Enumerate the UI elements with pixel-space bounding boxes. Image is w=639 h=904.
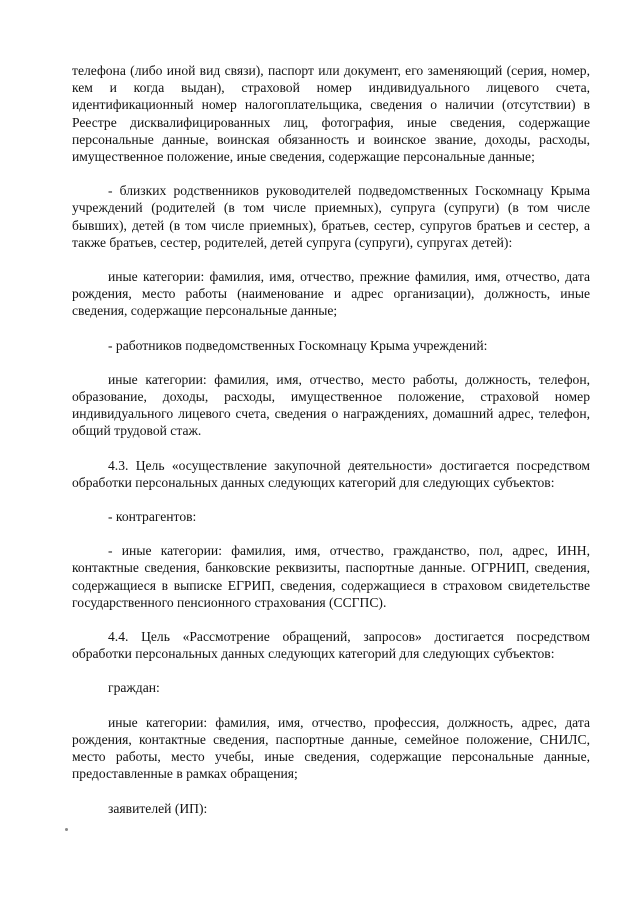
paragraph-citizens-categories: иные категории: фамилия, имя, отчество, профессия, должность, адрес, дата рождения, контактные сведения, паспортные данные, семейное положение, СНИЛС, место работы, место учебы, иные сведения, содержащие персональные данные, предоставленные в рамках обращения; xyxy=(72,714,590,782)
paragraph-employees-header: - работников подведомственных Госкомнацу Крыма учреждений: xyxy=(108,337,488,353)
paragraph-section-4-4: 4.4. Цель «Рассмотрение обращений, запросов» достигается посредством обработки персональных данных следующих категорий для следующих субъектов: xyxy=(72,629,590,662)
scan-speck xyxy=(65,828,68,831)
document-page xyxy=(72,62,590,834)
paragraph-contractors-categories: - иные категории: фамилия, имя, отчество, гражданство, пол, адрес, ИНН, контактные сведения, банковские реквизиты, паспортные данные. ОГРНИП, сведения, содержащиеся в выписке ЕГРИП, сведения, содержащиеся в страховом свидетельстве государственного пенсионного страхования (ССГПС). xyxy=(72,543,590,610)
paragraph-close-relatives: - близких родственников руководителей подведомственных Госкомнацу Крыма учреждений (родителей (в том числе приемных), супруга (супруги) (в том числе бывших), детей (в том числе приемных), братьев, сестер, супругов братьев и сестер, а также братьев, сестер, родителей, детей супруга (супруги), супругах детей): xyxy=(72,183,590,250)
paragraph-contractors-header: - контрагентов: xyxy=(108,509,197,525)
paragraph-applicants-header: заявителей (ИП): xyxy=(108,800,208,816)
paragraph-relatives-categories: иные категории: фамилия, имя, отчество, прежние фамилия, имя, отчество, дата рождения, место работы (наименование и адрес организации), должность, иные сведения, содержащие персональные данные; xyxy=(72,269,590,319)
paragraph-citizens-header: граждан: xyxy=(108,680,160,696)
paragraph-section-4-3: 4.3. Цель «осуществление закупочной деятельности» достигается посредством обработки персональных данных следующих категорий для следующих субъектов: xyxy=(72,457,590,490)
paragraph-personal-data-list: телефона (либо иной вид связи), паспорт или документ, его заменяющий (серия, номер, кем и когда выдан), страховой номер индивидуального лицевого счета, идентификационный номер налогоплательщика, сведения о наличии (отсутствии) в Реестре дисквалифицированных лиц, фотография, иные сведения, содержащие персональные данные, воинская обязанность и воинское звание, доходы, расходы, имущественное положение, иные сведения, содержащие персональные данные; xyxy=(72,63,590,165)
paragraph-employees-categories: иные категории: фамилия, имя, отчество, место работы, должность, телефон, образование, доходы, расходы, имущественное положение, страховой номер индивидуального лицевого счета, сведения о награждениях, домашний адрес, телефон, общий трудовой стаж. xyxy=(72,371,590,439)
